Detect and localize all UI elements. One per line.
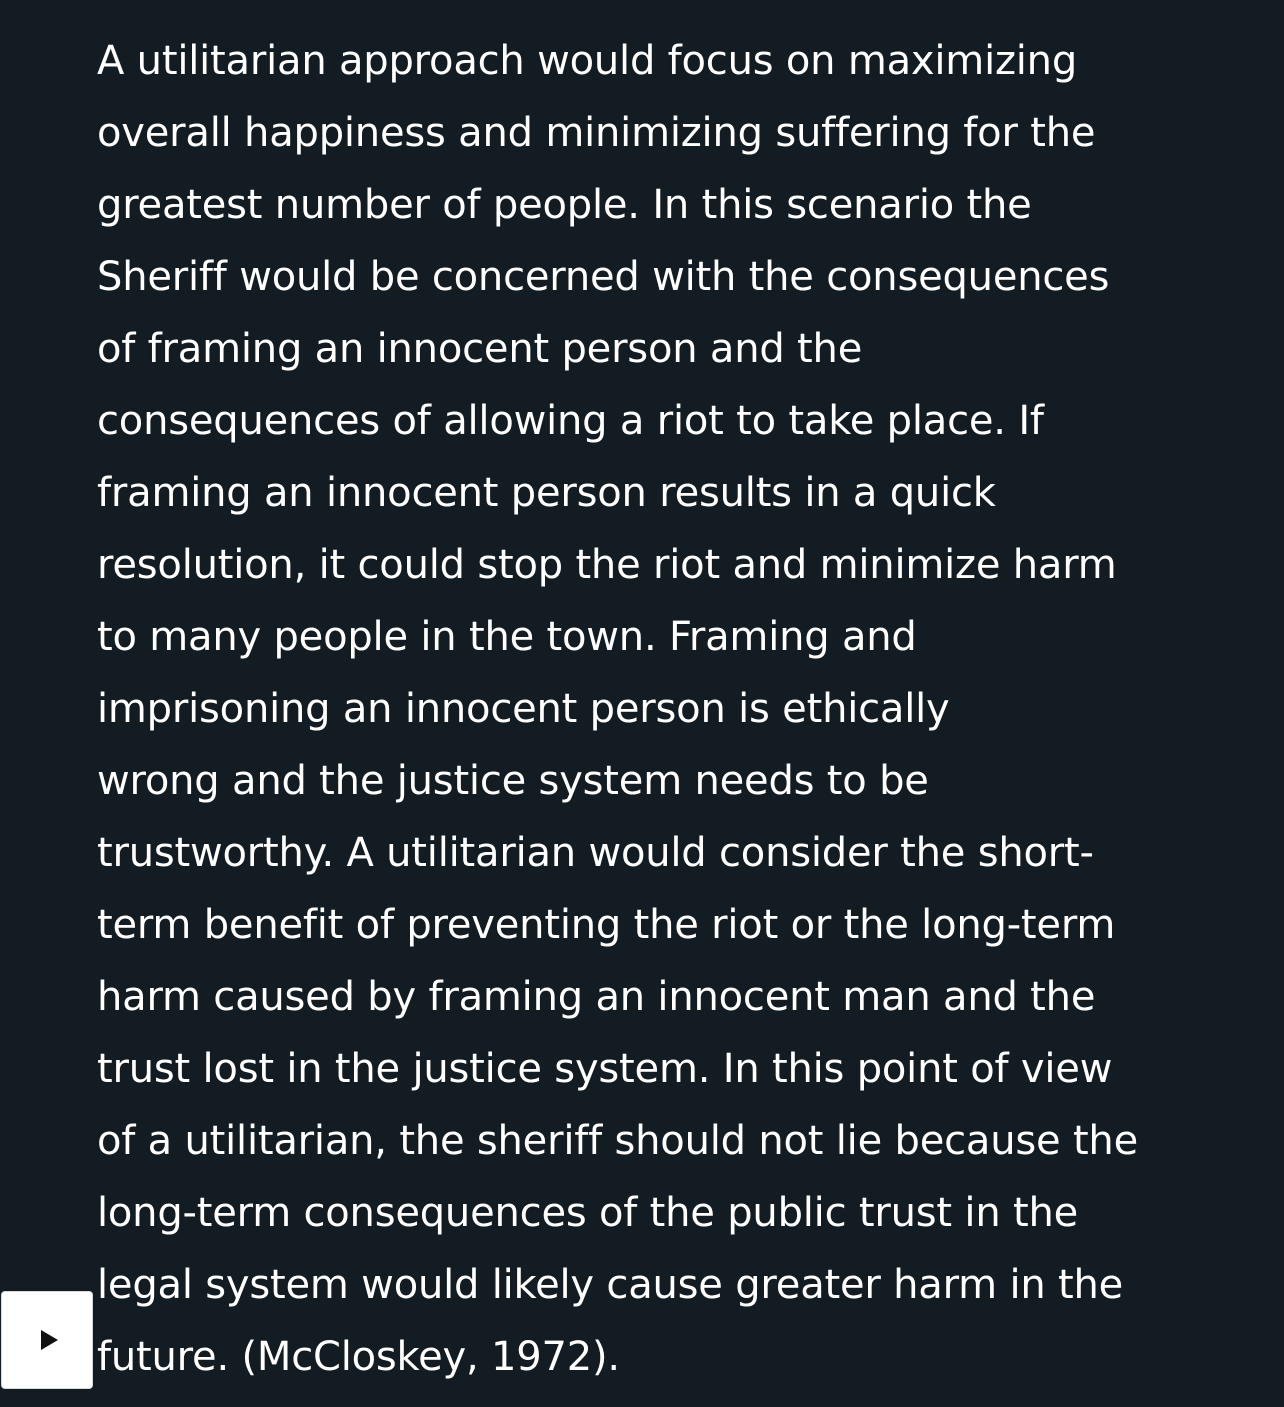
text-line-5: of framing an innocent person and the	[97, 326, 863, 372]
text-line-10: imprisoning an innocent person is ethically	[97, 686, 950, 732]
text-line-11: wrong and the justice system needs to be	[97, 758, 929, 804]
text-line-4: Sheriff would be concerned with the consequences	[97, 254, 1110, 300]
text-line-9: to many people in the town. Framing and	[97, 614, 917, 660]
text-line-19: future. (McCloskey, 1972).	[97, 1334, 620, 1380]
text-line-16: of a utilitarian, the sheriff should not lie because the	[97, 1118, 1138, 1164]
text-line-1: A utilitarian approach would focus on maximizing	[97, 38, 1078, 84]
text-line-6: consequences of allowing a riot to take place. If	[97, 398, 1044, 444]
expand-button[interactable]	[2, 1292, 92, 1388]
play-triangle-icon	[41, 1330, 58, 1350]
text-line-17: long-term consequences of the public trust in the	[97, 1190, 1079, 1236]
text-line-12: trustworthy. A utilitarian would consider the short-	[97, 830, 1094, 876]
text-line-2: overall happiness and minimizing suffering for the	[97, 110, 1096, 156]
text-line-15: trust lost in the justice system. In this point of view	[97, 1046, 1113, 1092]
text-line-8: resolution, it could stop the riot and minimize harm	[97, 542, 1117, 588]
text-line-14: harm caused by framing an innocent man and the	[97, 974, 1096, 1020]
text-line-13: term benefit of preventing the riot or the long-term	[97, 902, 1116, 948]
text-line-7: framing an innocent person results in a quick	[97, 470, 996, 516]
text-line-18: legal system would likely cause greater harm in the	[97, 1262, 1124, 1308]
text-line-3: greatest number of people. In this scenario the	[97, 182, 1032, 228]
answer-text-block	[97, 25, 1257, 1393]
